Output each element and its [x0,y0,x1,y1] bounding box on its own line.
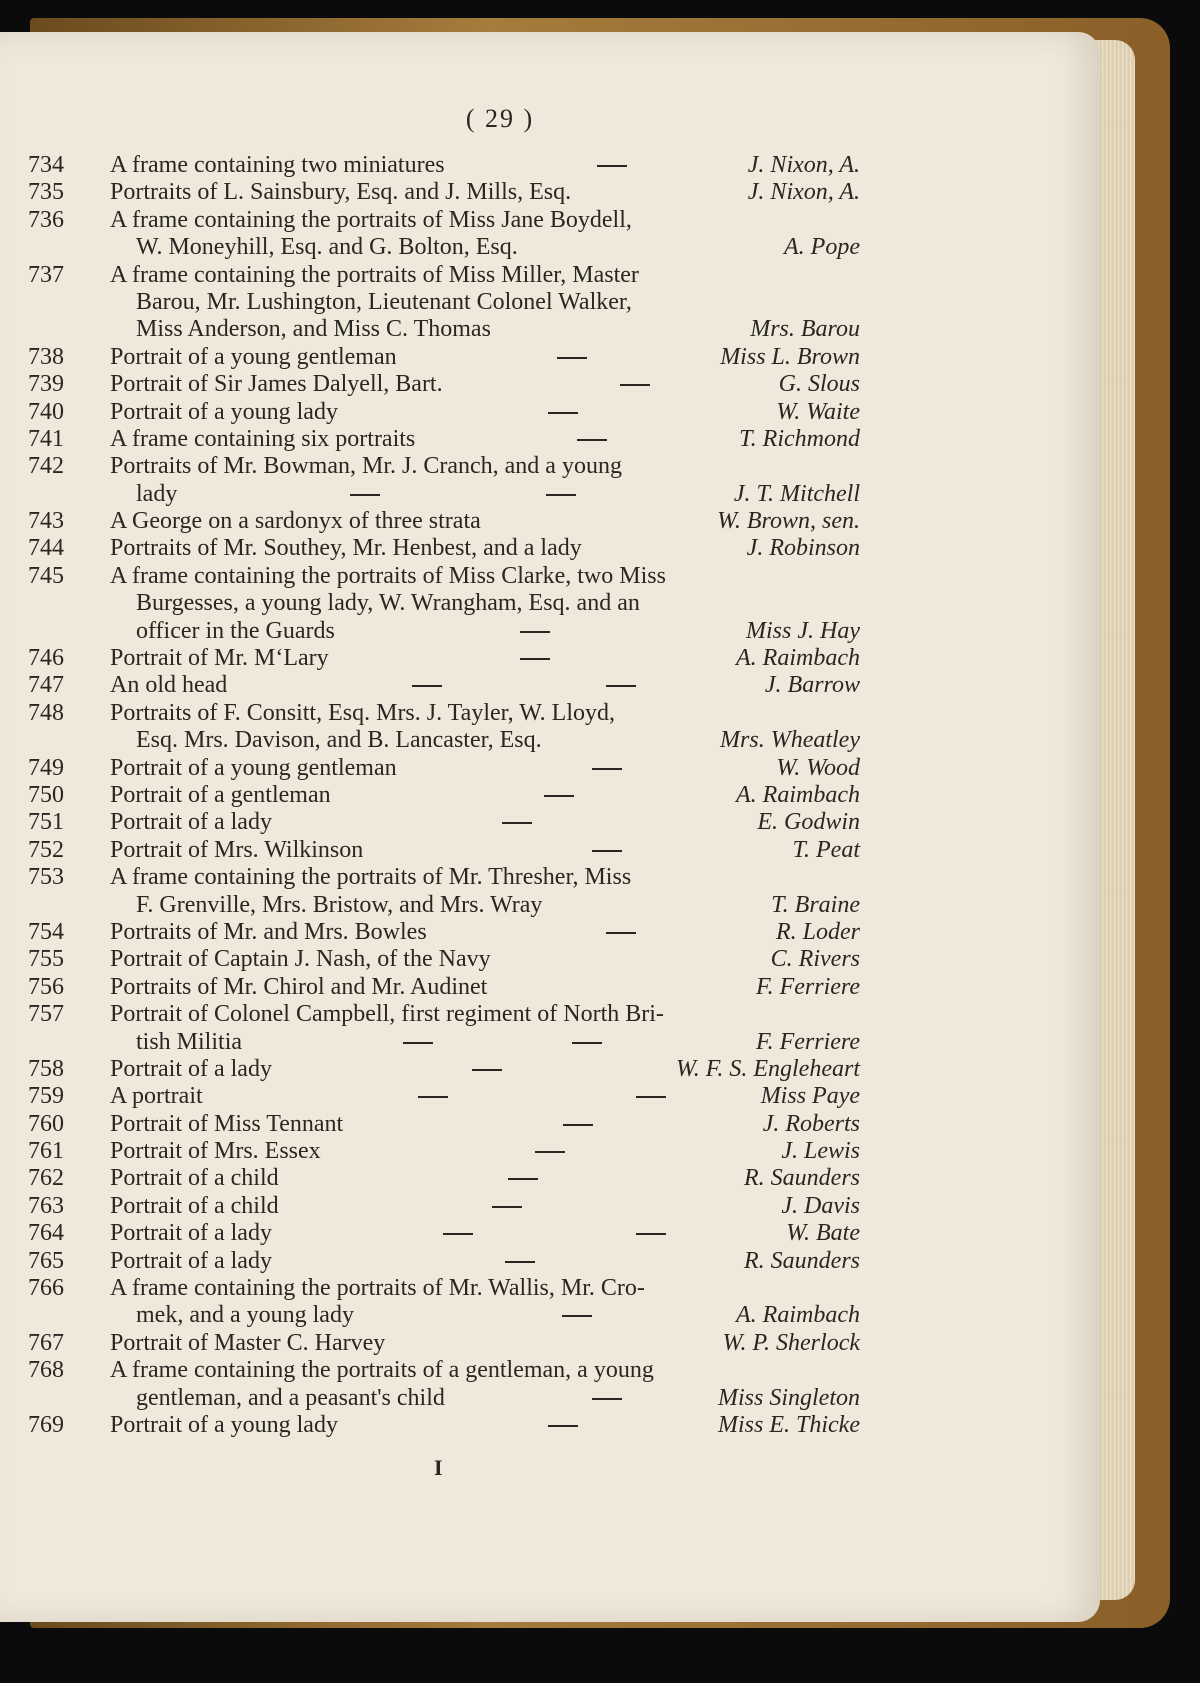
catalogue-entry [0,453,1100,508]
entry-artist: Mrs. Barou [750,316,860,343]
entry-first-line [0,837,1100,864]
leader-dash [418,1096,448,1098]
entry-number: 767 [28,1329,64,1356]
entry-number: 747 [28,672,64,699]
catalogue-entry [0,700,1100,755]
entry-number: 740 [28,398,64,425]
entry-title: Portrait of Sir James Dalyell, Bart. [110,371,443,398]
entry-first-line [0,426,1100,453]
entry-continuation-line [0,1029,1100,1056]
catalogue-entry [0,1001,1100,1056]
catalogue-entry [0,837,1100,864]
entry-continuation-line [0,1302,1100,1329]
entry-artist: J. Nixon, A. [747,179,860,206]
leader-dash [535,1151,565,1153]
leader-dash [592,1398,622,1400]
entry-continuation-line [0,289,1100,316]
entry-title: A George on a sardonyx of three strata [110,508,481,535]
entry-title: A portrait [110,1083,203,1110]
entry-title: Portrait of Colonel Campbell, first regiment of North Bri- [110,1001,664,1028]
entry-first-line [0,1248,1100,1275]
entry-artist: Miss J. Hay [746,617,860,644]
entry-number: 766 [28,1275,64,1302]
leader-dash [636,1233,666,1235]
entry-artist: A. Raimbach [736,781,860,808]
entry-first-line [0,563,1100,590]
leader-dash [544,795,574,797]
entry-first-line [0,399,1100,426]
entry-title: Miss Anderson, and Miss C. Thomas [136,316,491,343]
entry-artist: F. Ferriere [756,1028,860,1055]
entry-number: 746 [28,645,64,672]
entry-title: Portrait of a young lady [110,398,338,425]
entry-first-line [0,1357,1100,1384]
entry-title: Portrait of a lady [110,1220,272,1247]
entry-title: An old head [110,672,228,699]
entry-artist: A. Pope [784,234,860,261]
catalogue-entry [0,344,1100,371]
entry-title: Portraits of Mr. and Mrs. Bowles [110,918,427,945]
catalogue-entry [0,1357,1100,1412]
leader-dash [443,1233,473,1235]
entry-artist: Mrs. Wheatley [720,727,860,754]
entry-artist: W. P. Sherlock [722,1329,860,1356]
catalogue-entry [0,399,1100,426]
entry-title: gentleman, and a peasant's child [136,1384,445,1411]
entry-first-line [0,179,1100,206]
entry-artist: C. Rivers [770,946,860,973]
entry-number: 763 [28,1192,64,1219]
catalogue-entry [0,782,1100,809]
entry-title: Portrait of a lady [110,1247,272,1274]
entry-number: 734 [28,152,64,178]
entry-artist: Miss Singleton [718,1384,860,1411]
leader-dash [592,768,622,770]
leader-dash [592,850,622,852]
entry-artist: G. Slous [778,371,860,398]
entry-first-line [0,152,1100,179]
entry-first-line [0,672,1100,699]
leader-dash [350,494,380,496]
entry-title: Portrait of a lady [110,1055,272,1082]
entry-title: Burgesses, a young lady, W. Wrangham, Esq. and an [136,590,640,617]
catalogue-entry [0,645,1100,672]
entry-first-line [0,1330,1100,1357]
catalogue-entries [0,152,1100,1439]
entry-artist: Miss E. Thicke [718,1411,860,1438]
entry-title: Esq. Mrs. Davison, and B. Lancaster, Esq. [136,727,542,754]
entry-artist: J. Nixon, A. [747,152,860,178]
entry-first-line [0,1165,1100,1192]
leader-dash [577,439,607,441]
entry-artist: A. Raimbach [736,1302,860,1329]
entry-artist: T. Richmond [739,425,860,452]
entry-first-line [0,700,1100,727]
entry-first-line [0,864,1100,891]
entry-number: 737 [28,261,64,288]
entry-number: 756 [28,973,64,1000]
entry-artist: J. Robinson [746,535,860,562]
entry-first-line [0,371,1100,398]
entry-first-line [0,919,1100,946]
entry-first-line [0,645,1100,672]
entry-number: 748 [28,699,64,726]
entry-artist: J. Lewis [781,1138,860,1165]
entry-artist: W. Wood [776,754,860,781]
leader-dash [403,1042,433,1044]
entry-title: A frame containing two miniatures [110,152,445,178]
entry-title: A frame containing six portraits [110,425,416,452]
catalogue-entry [0,864,1100,919]
entry-title: Portraits of Mr. Chirol and Mr. Audinet [110,973,488,1000]
leader-dash [562,1315,592,1317]
entry-title: A frame containing the portraits of Mr. Thresher, Miss [110,864,632,891]
entry-number: 765 [28,1247,64,1274]
entry-title: A frame containing the portraits of a gentleman, a young [110,1357,654,1384]
leader-dash [546,494,576,496]
leader-dash [548,412,578,414]
entry-number: 735 [28,179,64,206]
catalogue-entry [0,426,1100,453]
catalogue-entry [0,1330,1100,1357]
catalogue-entry [0,1111,1100,1138]
entry-first-line [0,1412,1100,1439]
entry-title: Portrait of Miss Tennant [110,1110,344,1137]
entry-title: Barou, Mr. Lushington, Lieutenant Colonel Walker, [136,288,632,315]
entry-title: Portrait of a lady [110,809,272,836]
entry-number: 753 [28,864,64,891]
leader-dash [548,1425,578,1427]
entry-first-line [0,946,1100,973]
entry-artist: T. Peat [792,836,860,863]
entry-continuation-line [0,234,1100,261]
entry-title: Portraits of Mr. Bowman, Mr. J. Cranch, and a young [110,453,622,480]
entry-first-line [0,1138,1100,1165]
entry-first-line [0,1111,1100,1138]
entry-first-line [0,974,1100,1001]
leader-dash [520,658,550,660]
leader-dash [472,1069,502,1071]
entry-title: Portrait of Mrs. Essex [110,1138,321,1165]
entry-number: 745 [28,562,64,589]
entry-title: Portrait of Master C. Harvey [110,1329,386,1356]
entry-number: 750 [28,781,64,808]
catalogue-entry [0,809,1100,836]
leader-dash [557,357,587,359]
entry-title: tish Militia [136,1028,243,1055]
leader-dash [606,685,636,687]
entry-title: W. Moneyhill, Esq. and G. Bolton, Esq. [136,234,518,261]
entry-artist: W. Waite [776,398,860,425]
entry-number: 755 [28,946,64,973]
entry-number: 739 [28,371,64,398]
entry-artist: T. Braine [771,891,860,918]
entry-first-line [0,508,1100,535]
catalogue-entry [0,535,1100,562]
entry-artist: J. Davis [781,1192,860,1219]
leader-dash [520,631,550,633]
leader-dash [412,685,442,687]
entry-number: 752 [28,836,64,863]
entry-first-line [0,809,1100,836]
entry-number: 758 [28,1055,64,1082]
entry-title: Portrait of a gentleman [110,781,331,808]
catalogue-entry [0,262,1100,344]
entry-artist: W. Bate [786,1220,860,1247]
entry-title: A frame containing the portraits of Mr. Wallis, Mr. Cro- [110,1275,645,1302]
entry-artist: F. Ferriere [756,973,860,1000]
signature-mark: I [434,1455,443,1480]
catalogue-entry [0,946,1100,973]
catalogue-entry [0,1275,1100,1330]
entry-number: 749 [28,754,64,781]
catalogue-entry [0,508,1100,535]
entry-artist: A. Raimbach [736,645,860,672]
catalogue-entry [0,1138,1100,1165]
entry-title: Portrait of Mr. M‘Lary [110,645,329,672]
entry-number: 754 [28,918,64,945]
entry-number: 736 [28,206,64,233]
entry-continuation-line [0,481,1100,508]
entry-number: 742 [28,453,64,480]
entry-title: Portraits of L. Sainsbury, Esq. and J. Mills, Esq. [110,179,572,206]
entry-number: 768 [28,1357,64,1384]
entry-title: Portrait of Captain J. Nash, of the Navy [110,946,491,973]
entry-title: Portrait of a young gentleman [110,754,397,781]
entry-title: Portraits of Mr. Southey, Mr. Henbest, and a lady [110,535,582,562]
entry-number: 762 [28,1165,64,1192]
entry-continuation-line [0,618,1100,645]
catalogue-entry [0,974,1100,1001]
entry-continuation-line [0,727,1100,754]
leader-dash [636,1096,666,1098]
leader-dash [606,932,636,934]
entry-first-line [0,344,1100,371]
entry-first-line [0,1056,1100,1083]
entry-title: lady [136,480,178,507]
entry-continuation-line [0,892,1100,919]
entry-number: 764 [28,1220,64,1247]
entry-continuation-line [0,1385,1100,1412]
entry-first-line [0,1193,1100,1220]
leader-dash [508,1178,538,1180]
entry-first-line [0,535,1100,562]
catalogue-entry [0,672,1100,699]
entry-title: Portrait of a young lady [110,1411,338,1438]
catalogue-entry [0,1083,1100,1110]
catalogue-entry [0,371,1100,398]
entry-title: A frame containing the portraits of Miss Clarke, two Miss [110,562,666,589]
entry-number: 741 [28,425,64,452]
leader-dash [597,165,627,167]
entry-artist: R. Loder [776,918,860,945]
entry-number: 769 [28,1411,64,1438]
entry-artist: E. Godwin [757,809,860,836]
catalogue-entry [0,179,1100,206]
entry-artist: R. Saunders [744,1247,860,1274]
entry-title: Portrait of a young gentleman [110,343,397,370]
entry-artist: W. Brown, sen. [717,508,860,535]
entry-number: 751 [28,809,64,836]
entry-title: Portraits of F. Consitt, Esq. Mrs. J. Tayler, W. Lloyd, [110,699,616,726]
entry-first-line [0,1275,1100,1302]
entry-title: Portrait of Mrs. Wilkinson [110,836,364,863]
entry-artist: Miss L. Brown [720,343,860,370]
leader-dash [572,1042,602,1044]
entry-artist: J. T. Mitchell [733,480,860,507]
entry-title: Portrait of a child [110,1192,279,1219]
entry-artist: Miss Paye [760,1083,860,1110]
entry-first-line [0,262,1100,289]
catalogue-entry [0,919,1100,946]
entry-continuation-line [0,590,1100,617]
entry-first-line [0,782,1100,809]
entry-title: mek, and a young lady [136,1302,354,1329]
entry-artist: R. Saunders [744,1165,860,1192]
entry-number: 759 [28,1083,64,1110]
leader-dash [492,1206,522,1208]
entry-first-line [0,453,1100,480]
entry-first-line [0,1220,1100,1247]
entry-number: 761 [28,1138,64,1165]
entry-number: 744 [28,535,64,562]
entry-title: F. Grenville, Mrs. Bristow, and Mrs. Wray [136,891,543,918]
entry-first-line [0,207,1100,234]
entry-artist: J. Barrow [764,672,860,699]
entry-number: 757 [28,1001,64,1028]
leader-dash [620,384,650,386]
entry-artist: W. F. S. Engleheart [676,1055,860,1082]
catalogue-entry [0,1248,1100,1275]
entry-title: officer in the Guards [136,617,335,644]
catalogue-entry [0,207,1100,262]
entry-continuation-line [0,316,1100,343]
entry-title: A frame containing the portraits of Miss Jane Boydell, [110,206,632,233]
entry-title: A frame containing the portraits of Miss Miller, Master [110,261,639,288]
catalogue-entry [0,1220,1100,1247]
catalogue-entry [0,1165,1100,1192]
entry-number: 743 [28,508,64,535]
catalogue-entry [0,1056,1100,1083]
leader-dash [563,1124,593,1126]
catalogue-entry [0,152,1100,179]
entry-first-line [0,1001,1100,1028]
leader-dash [505,1261,535,1263]
entry-number: 738 [28,343,64,370]
page-number: ( 29 ) [465,104,535,133]
entry-first-line [0,755,1100,782]
catalogue-entry [0,1193,1100,1220]
entry-first-line [0,1083,1100,1110]
catalogue-entry [0,563,1100,645]
catalogue-entry [0,755,1100,782]
entry-number: 760 [28,1110,64,1137]
entry-title: Portrait of a child [110,1165,279,1192]
leader-dash [502,822,532,824]
catalogue-entry [0,1412,1100,1439]
entry-artist: J. Roberts [762,1110,860,1137]
